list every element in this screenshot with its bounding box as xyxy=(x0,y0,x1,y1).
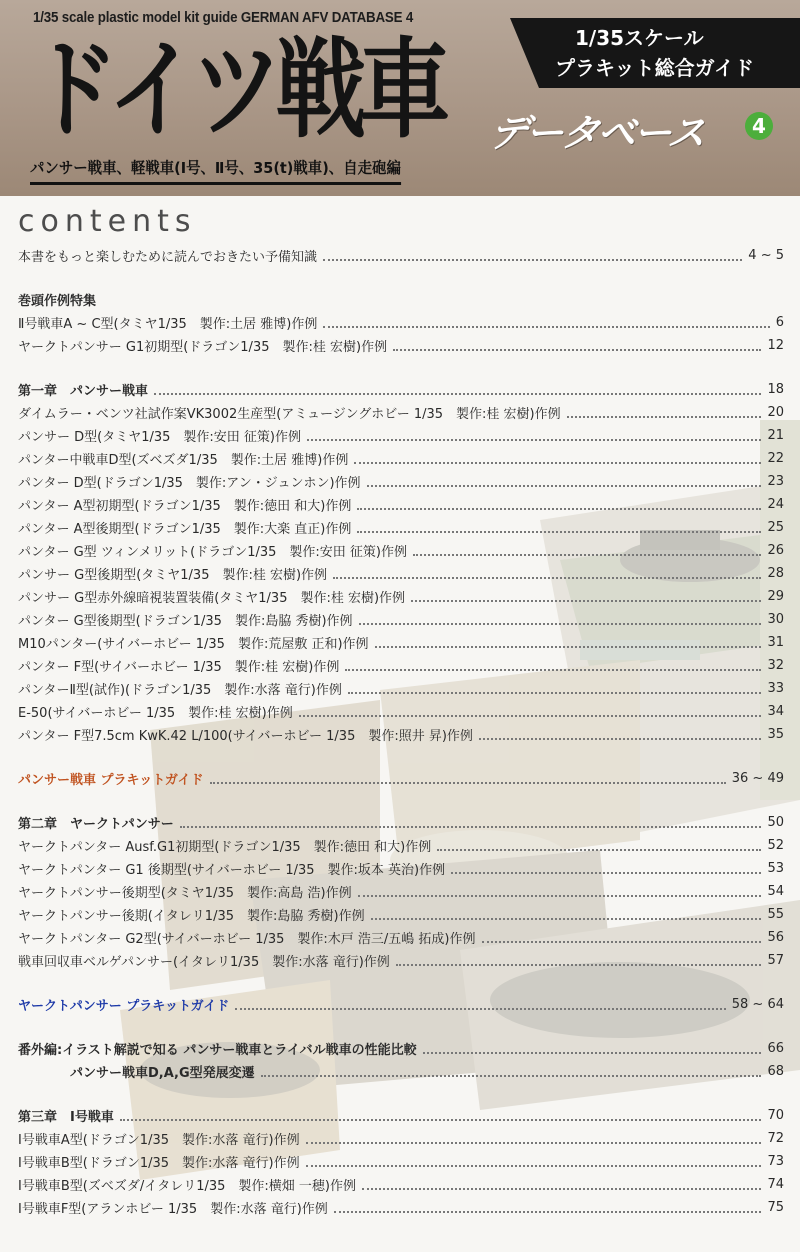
toc-entry[interactable] xyxy=(18,677,784,700)
toc-page-number: 68 xyxy=(767,1064,784,1079)
toc-page-number: 52 xyxy=(767,838,784,853)
toc-entry-title: 第一章 パンサー戦車 xyxy=(18,384,149,399)
dot-leader xyxy=(307,438,761,441)
toc-page-number: 18 xyxy=(767,382,784,397)
toc-entry-title: 戦車回収車ベルゲパンサー(イタレリ1/35 製作:水落 竜行)作例 xyxy=(18,955,390,970)
toc-guide-heading[interactable] xyxy=(18,993,784,1016)
dot-leader xyxy=(362,1187,761,1190)
dot-leader xyxy=(210,781,726,784)
toc-entry[interactable] xyxy=(18,834,784,857)
toc-entry-title: E-50(サイバーホビー 1/35 製作:桂 宏樹)作例 xyxy=(18,706,293,721)
dot-leader xyxy=(479,737,762,740)
toc-page-number: 56 xyxy=(767,930,784,945)
toc-entry[interactable] xyxy=(18,1150,784,1173)
dot-leader xyxy=(567,415,762,418)
dot-leader xyxy=(357,507,761,510)
dot-leader xyxy=(437,848,761,851)
toc-entry[interactable] xyxy=(18,1196,784,1219)
toc-entry-title: パンサー戦車D,A,G型発展変遷 xyxy=(70,1066,255,1081)
toc-entry[interactable] xyxy=(18,244,784,267)
table-of-contents xyxy=(18,244,784,1219)
toc-entry-title: Ⅰ号戦車F型(アランホビー 1/35 製作:水落 竜行)作例 xyxy=(18,1202,328,1217)
toc-subentry[interactable] xyxy=(18,1060,784,1083)
dot-leader xyxy=(357,530,761,533)
toc-entry-title: パンター A型初期型(ドラゴン1/35 製作:徳田 和大)作例 xyxy=(18,499,352,514)
dot-leader xyxy=(235,1007,726,1010)
dot-leader xyxy=(345,668,761,671)
dot-leader xyxy=(358,894,762,897)
book-subtitle: パンサー戦車、軽戦車(Ⅰ号、Ⅱ号、35(t)戦車)、自走砲編 xyxy=(30,156,401,185)
dot-leader xyxy=(423,1051,762,1054)
series-kicker: 1/35 scale plastic model kit guide GERMAN AFV DATABASE 4 xyxy=(33,10,414,26)
toc-page-number: 75 xyxy=(767,1200,784,1215)
section-gap xyxy=(18,790,784,811)
toc-entry[interactable] xyxy=(18,562,784,585)
toc-page-number: 21 xyxy=(767,428,784,443)
toc-page-number: 28 xyxy=(767,566,784,581)
toc-entry-title: ヤークトパンター Ausf.G1初期型(ドラゴン1/35 製作:徳田 和大)作例 xyxy=(18,840,432,855)
dot-leader xyxy=(120,1118,762,1121)
toc-page-number: 74 xyxy=(767,1177,784,1192)
toc-page-number: 66 xyxy=(767,1041,784,1056)
dot-leader xyxy=(180,825,762,828)
toc-entry[interactable] xyxy=(18,424,784,447)
toc-page-number: 12 xyxy=(767,338,784,353)
guide-banner-line1: 1/35スケール xyxy=(575,26,704,50)
toc-entry-title: Ⅰ号戦車B型(ドラゴン1/35 製作:水落 竜行)作例 xyxy=(18,1156,300,1171)
toc-entry[interactable] xyxy=(18,857,784,880)
dot-leader xyxy=(413,553,761,556)
toc-page-number: 53 xyxy=(767,861,784,876)
toc-entry-title: Ⅰ号戦車A型(ドラゴン1/35 製作:水落 竜行)作例 xyxy=(18,1133,300,1148)
toc-entry[interactable] xyxy=(18,585,784,608)
toc-entry-title: パンター A型後期型(ドラゴン1/35 製作:大楽 直正)作例 xyxy=(18,522,352,537)
toc-entry-title: パンター F型(サイバーホビー 1/35 製作:桂 宏樹)作例 xyxy=(18,660,340,675)
toc-entry-title: パンターⅡ型(試作)(ドラゴン1/35 製作:水落 竜行)作例 xyxy=(18,683,342,698)
dot-leader xyxy=(299,714,762,717)
toc-entry[interactable] xyxy=(18,949,784,972)
volume-badge: 4 xyxy=(745,112,773,140)
toc-page-number: 26 xyxy=(767,543,784,558)
toc-entry-title: ヤークトパンサー プラキットガイド xyxy=(18,999,230,1014)
toc-entry-title: パンター G型後期型(ドラゴン1/35 製作:島脇 秀樹)作例 xyxy=(18,614,353,629)
toc-entry[interactable] xyxy=(18,470,784,493)
toc-entry-title: パンサー D型(タミヤ1/35 製作:安田 征策)作例 xyxy=(18,430,301,445)
toc-entry-title: 第二章 ヤークトパンサー xyxy=(18,817,174,832)
toc-page-number: 24 xyxy=(767,497,784,512)
toc-entry-title: ダイムラー・ベンツ社試作案VK3002生産型(アミュージングホビー 1/35 製作:桂 宏樹)作例 xyxy=(18,407,561,422)
toc-page-number: 33 xyxy=(767,681,784,696)
toc-entry[interactable] xyxy=(18,516,784,539)
toc-entry-title: ヤークトパンサー後期型(タミヤ1/35 製作:高島 浩)作例 xyxy=(18,886,352,901)
toc-entry[interactable] xyxy=(18,926,784,949)
toc-entry[interactable] xyxy=(18,723,784,746)
toc-entry-title: パンター G型 ツィンメリット(ドラゴン1/35 製作:安田 征策)作例 xyxy=(18,545,407,560)
toc-entry[interactable] xyxy=(18,311,784,334)
toc-page-number: 73 xyxy=(767,1154,784,1169)
toc-entry-title: ヤークトパンター G1 後期型(サイバーホビー 1/35 製作:坂本 英治)作例 xyxy=(18,863,446,878)
toc-entry-title: 巻頭作例特集 xyxy=(18,294,97,309)
toc-entry[interactable] xyxy=(18,401,784,424)
toc-guide-heading[interactable] xyxy=(18,767,784,790)
toc-page-number: 25 xyxy=(767,520,784,535)
toc-entry[interactable] xyxy=(18,1173,784,1196)
guide-banner-line2: プラキット総合ガイド xyxy=(555,56,754,80)
toc-page-number: 4 ~ 5 xyxy=(748,248,784,263)
toc-chapter-heading[interactable] xyxy=(18,378,784,401)
toc-entry-title: パンター中戦車D型(ズベズダ1/35 製作:土居 雅博)作例 xyxy=(18,453,349,468)
toc-page-number: 6 xyxy=(775,315,784,330)
dot-leader xyxy=(306,1141,762,1144)
toc-entry-title: M10パンター(サイバーホビー 1/35 製作:荒屋敷 正和)作例 xyxy=(18,637,369,652)
toc-page-number: 32 xyxy=(767,658,784,673)
toc-page-number: 31 xyxy=(767,635,784,650)
dot-leader xyxy=(375,645,762,648)
toc-page-number: 72 xyxy=(767,1131,784,1146)
toc-page-number: 34 xyxy=(767,704,784,719)
toc-entry[interactable] xyxy=(18,880,784,903)
dot-leader xyxy=(323,325,769,328)
dot-leader xyxy=(154,392,761,395)
section-gap xyxy=(18,357,784,378)
contents-heading: contents xyxy=(18,204,197,239)
dot-leader xyxy=(482,940,762,943)
section-gap xyxy=(18,972,784,993)
toc-entry-title: ヤークトパンサー後期(イタレリ1/35 製作:島脇 秀樹)作例 xyxy=(18,909,365,924)
toc-entry[interactable] xyxy=(18,447,784,470)
toc-entry-title: パンサー戦車 プラキットガイド xyxy=(18,773,204,788)
database-label: データベース xyxy=(487,111,707,155)
toc-page-number: 54 xyxy=(767,884,784,899)
toc-page-number: 70 xyxy=(767,1108,784,1123)
toc-page-number: 30 xyxy=(767,612,784,627)
toc-chapter-heading[interactable] xyxy=(18,811,784,834)
toc-page-number: 57 xyxy=(767,953,784,968)
dot-leader xyxy=(359,622,762,625)
dot-leader xyxy=(411,599,761,602)
dot-leader xyxy=(354,461,761,464)
dot-leader xyxy=(261,1074,762,1077)
toc-page-number: 22 xyxy=(767,451,784,466)
section-gap xyxy=(18,1083,784,1104)
toc-page-number: 36 ~ 49 xyxy=(731,771,784,786)
toc-chapter-heading[interactable] xyxy=(18,288,784,311)
toc-entry-title: パンサー G型後期型(タミヤ1/35 製作:桂 宏樹)作例 xyxy=(18,568,328,583)
toc-entry[interactable] xyxy=(18,334,784,357)
book-title: ドイツ戦車 xyxy=(28,28,444,153)
toc-page-number: 35 xyxy=(767,727,784,742)
section-gap xyxy=(18,267,784,288)
toc-page-number: 58 ~ 64 xyxy=(731,997,784,1012)
toc-entry-title: パンター D型(ドラゴン1/35 製作:アン・ジュンホン)作例 xyxy=(18,476,361,491)
toc-entry-title: 本書をもっと楽しむために読んでおきたい予備知識 xyxy=(18,250,318,265)
toc-entry-title: ヤークトパンサー G1初期型(ドラゴン1/35 製作:桂 宏樹)作例 xyxy=(18,340,388,355)
dot-leader xyxy=(396,963,762,966)
dot-leader xyxy=(371,917,762,920)
toc-page-number: 23 xyxy=(767,474,784,489)
dot-leader xyxy=(451,871,761,874)
toc-entry[interactable] xyxy=(18,493,784,516)
toc-entry[interactable] xyxy=(18,631,784,654)
section-gap xyxy=(18,746,784,767)
toc-entry[interactable] xyxy=(18,539,784,562)
dot-leader xyxy=(348,691,762,694)
toc-entry[interactable] xyxy=(18,700,784,723)
dot-leader xyxy=(306,1164,762,1167)
cover-header xyxy=(0,0,800,196)
toc-chapter-heading[interactable] xyxy=(18,1037,784,1060)
toc-entry-title: 番外編:イラスト解説で知る パンサー戦車とライバル戦車の性能比較 xyxy=(18,1043,417,1058)
toc-page-number: 50 xyxy=(767,815,784,830)
toc-entry-title: ヤークトパンター G2型(サイバーホビー 1/35 製作:木戸 浩三/五嶋 拓成)作例 xyxy=(18,932,476,947)
toc-page-number: 20 xyxy=(767,405,784,420)
toc-entry-title: パンサー G型赤外線暗視装置装備(タミヤ1/35 製作:桂 宏樹)作例 xyxy=(18,591,406,606)
toc-entry[interactable] xyxy=(18,608,784,631)
toc-page-number: 55 xyxy=(767,907,784,922)
dot-leader xyxy=(367,484,762,487)
toc-entry-title: 第三章 Ⅰ号戦車 xyxy=(18,1110,114,1125)
dot-leader xyxy=(323,258,742,261)
section-gap xyxy=(18,1016,784,1037)
toc-entry-title: Ⅰ号戦車B型(ズベズダ/イタレリ1/35 製作:横畑 一穂)作例 xyxy=(18,1179,356,1194)
toc-entry[interactable] xyxy=(18,654,784,677)
dot-leader xyxy=(393,348,761,351)
toc-chapter-heading[interactable] xyxy=(18,1104,784,1127)
toc-entry-title: パンター F型7.5cm KwK.42 L/100(サイバーホビー 1/35 製作:照井 昇)作例 xyxy=(18,729,473,744)
toc-page-number: 29 xyxy=(767,589,784,604)
toc-entry[interactable] xyxy=(18,903,784,926)
dot-leader xyxy=(333,576,761,579)
dot-leader xyxy=(334,1210,762,1213)
toc-entry-title: Ⅱ号戦車A ~ C型(タミヤ1/35 製作:土居 雅博)作例 xyxy=(18,317,318,332)
toc-entry[interactable] xyxy=(18,1127,784,1150)
